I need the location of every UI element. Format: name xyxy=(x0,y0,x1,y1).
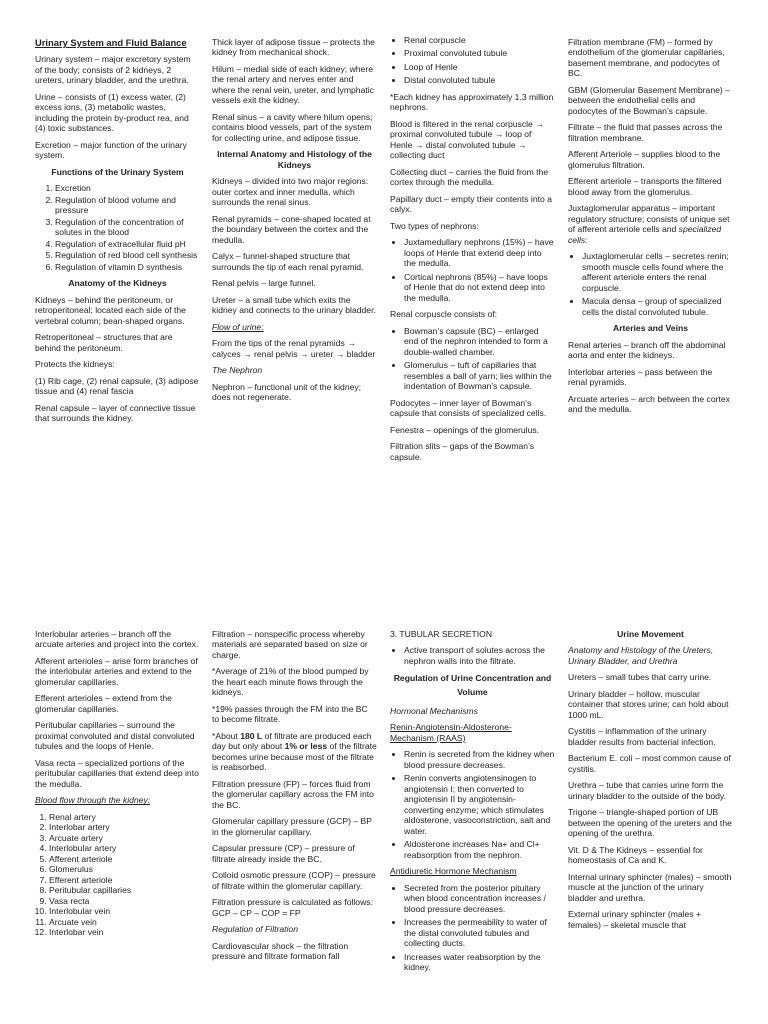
blood-flow-note: *Average of 21% of the blood pumped by the heart each minute flows through the kidneys. xyxy=(212,666,369,698)
urinary-system-definition: Urinary system – major excretory system of the body; consists of 2 kidneys, 2 ureters, urinary bladder, and the urethra. xyxy=(35,54,191,86)
column-2 xyxy=(212,37,377,409)
list-item: 6. Glomerulus xyxy=(49,864,200,874)
vitamin-d-note: Vit. D & The Kidneys – essential for homeostasis of Ca and K. xyxy=(568,844,703,866)
raas-heading: Renin-Angiotensin-Aldosterone-Mechanism (RAAS) xyxy=(390,722,512,743)
list-item: 2. Regulation of blood volume and pressure xyxy=(55,195,200,216)
gcp-definition: Glomerular capillary pressure (GCP) – BP in the glomerular capillary. xyxy=(212,816,372,837)
blood-flow-list xyxy=(35,812,200,938)
renal-sinus-definition: Renal sinus – a cavity where hilum opens; contains blood vessels, part of the system for collecting urine, and adipose tissue. xyxy=(212,111,373,143)
list-item: 4. Interlobular artery xyxy=(49,843,200,853)
list-item: • Aldosterone increases Na+ and Cl+ reabsorption from the nephron. xyxy=(404,839,555,860)
list-item: • Renal corpuscle xyxy=(404,35,555,45)
functions-heading: Functions of the Urinary System xyxy=(51,166,184,177)
vasa-recta-definition: Vasa recta – specialized portions of the peritubular capillaries that extend deep into the medulla. xyxy=(35,757,199,789)
renal-pyramids-definition: Renal pyramids – cone-shaped located at the boundary between the cortex and the medulla. xyxy=(212,213,371,245)
note-bold: 180 L xyxy=(240,730,263,741)
list-item: • Increases the permeability to water of the distal convoluted tubules and collecting ducts. xyxy=(404,917,555,948)
list-item: • Distal convoluted tubule xyxy=(404,75,555,85)
hormonal-mechanisms-heading: Hormonal Mechanisms xyxy=(390,705,478,716)
gbm-definition: GBM (Glomerular Basement Membrane) – between the endothelial cells and podocytes of the Bowman’s capsule. xyxy=(568,84,730,116)
anatomy-heading: Anatomy of the Kidneys xyxy=(68,278,167,289)
secretion-list xyxy=(390,645,555,666)
afferent-arteriole-definition: Afferent Arteriole – supplies blood to the glomerulus filtration. xyxy=(568,149,721,170)
blood-filter-path: Blood is filtered in the renal corpuscle → proximal convoluted tubule → loop of Henle → distal convoluted tubule → collecting duct xyxy=(390,118,544,161)
note-text: of filtrate are produced each day but only about xyxy=(212,730,372,752)
renal-arteries-definition: Renal arteries – branch off the abdominal aorta and enter the kidneys. xyxy=(568,339,726,361)
filtration-definition: Filtration – nonspecific process whereby materials are separated based on size or charge. xyxy=(212,629,368,660)
corpuscle-label: Renal corpuscle consists of: xyxy=(390,309,497,320)
renal-capsule-definition: Renal capsule – layer of connective tissue that surrounds the kidney. xyxy=(35,402,196,424)
column-5 xyxy=(35,629,200,938)
podocytes-definition: Podocytes – inner layer of Bowman’s capsule that consists of specialized cells. xyxy=(390,397,547,419)
arteries-veins-heading: Arteries and Veins xyxy=(613,323,688,334)
list-item: • Cortical nephrons (85%) – have loops of Henle that do not extend deep into the medulla. xyxy=(404,272,555,303)
column-6 xyxy=(212,629,377,968)
jga-cells-list xyxy=(568,251,733,317)
regulation-filtration-heading: Regulation of Filtration xyxy=(212,924,298,935)
ureter-definition: Ureter – a small tube which exits the kidney and connects to the urinary bladder. xyxy=(212,294,376,316)
ecoli-note: Bacterium E. coli – most common cause of cystitis. xyxy=(568,753,731,774)
note-bold: 1% or less xyxy=(284,741,328,752)
external-sphincter-definition: External urinary sphincter (males + females) – skeletal muscle that xyxy=(568,909,702,930)
flow-of-urine-heading: Flow of urine: xyxy=(212,321,264,332)
note-text: of the filtrate becomes urine because most of the filtrate is reabsorbed. xyxy=(212,741,377,773)
list-item: • Renin is secreted from the kidney when blood pressure decreases. xyxy=(404,749,555,770)
list-item: • Renin converts angiotensinogen to angiotensin I; then converted to angiotensin II by angiotensin-converting enzyme; which stimulates aldosterone, vasoconstriction, salt and water. xyxy=(404,773,555,836)
urine-movement-heading: Urine Movement xyxy=(617,629,684,639)
list-item: • Secreted from the posterior pituitary when blood concentration increases / blood pressure decreases. xyxy=(404,883,555,914)
filtration-slits-definition: Filtration slits – gaps of the Bowman’s capsule. xyxy=(390,441,535,462)
filtration-pressure-definition: Filtration pressure (FP) – forces fluid from the glomerular capillary across the FM into the BC. xyxy=(212,778,374,810)
corpuscle-list xyxy=(390,326,555,392)
column-3 xyxy=(390,35,555,468)
hilum-definition: Hilum – medial side of each kidney; where the renal artery and nerves enter and where the renal vein, ureter, and lymphatic vessels exit the kidney. xyxy=(212,63,374,106)
fp-formula: Filtration pressure is calculated as follows: GCP – CP – COP = FP xyxy=(212,897,373,918)
list-item: 9. Vasa recta xyxy=(49,896,200,906)
cp-definition: Capsular pressure (CP) – pressure of filtrate already inside the BC. xyxy=(212,843,355,864)
list-item: • Macula densa – group of specialized cells the distal convoluted tubule. xyxy=(582,296,733,317)
calyx-definition: Calyx – funnel-shaped structure that surrounds the tip of each renal pyramid. xyxy=(212,251,364,272)
excretion-definition: Excretion – major function of the urinary system. xyxy=(35,139,187,161)
nephron-heading: The Nephron xyxy=(212,365,263,376)
adipose-definition: Thick layer of adipose tissue – protects the kidney from mechanical shock. xyxy=(212,37,375,58)
retroperitoneal-definition: Retroperitoneal – structures that are behind the peritoneum. xyxy=(35,332,173,353)
kidney-regions-definition: Kidneys – divided into two major regions: outer cortex and inner medulla, which surrounds the renal sinus. xyxy=(212,176,369,208)
functions-list xyxy=(35,183,200,272)
kidneys-definition: Kidneys – behind the peritoneum, or retroperitoneal; located each side of the vertebral column; bean-shaped organs. xyxy=(35,294,186,326)
efferent-arteriole-definition: Efferent arteriole – transports the filtered blood away from the glomerulus. xyxy=(568,176,722,197)
cop-definition: Colloid osmotic pressure (COP) – pressure of filtrate within the glomerular capillary. xyxy=(212,870,376,891)
list-item: 5. Regulation of red blood cell synthesis xyxy=(55,250,200,260)
column-7 xyxy=(390,629,555,979)
internal-sphincter-definition: Internal urinary sphincter (males) – smooth muscle at the junction of the urinary bladder and urethra. xyxy=(568,871,732,903)
collecting-duct-definition: Collecting duct – carries the fluid from the cortex through the medulla. xyxy=(390,166,549,188)
efferent-arterioles-definition: Efferent arterioles – extend from the glomerular capillaries. xyxy=(35,693,172,714)
list-item: 8. Peritubular capillaries xyxy=(49,885,200,895)
ureters-definition: Ureters – small tubes that carry urine. xyxy=(568,672,712,683)
list-item: 1. Excretion xyxy=(55,183,200,193)
adh-list xyxy=(390,883,555,973)
list-item: • Active transport of solutes across the nephron walls into the filtrate. xyxy=(404,645,555,666)
tubular-secretion-heading: 3. TUBULAR SECRETION xyxy=(390,629,493,639)
nephron-types-label: Two types of nephrons: xyxy=(390,220,479,231)
list-item: 3. Arcuate artery xyxy=(49,833,200,843)
filtrate-volume-note xyxy=(212,731,377,773)
flow-of-urine-text: From the tips of the renal pyramids → calyces → renal pelvis → ureter → bladder xyxy=(212,338,376,359)
note-text: *About xyxy=(212,730,241,741)
list-item: • Bowman’s capsule (BC) – enlarged end of the nephron intended to form a double-walled chamber. xyxy=(404,326,555,357)
list-item: 11. Arcuate vein xyxy=(49,917,200,927)
arcuate-arteries-definition: Arcuate arteries – arch between the cortex and the medulla. xyxy=(568,393,730,415)
trigone-definition: Trigone – triangle-shaped portion of UB between the opening of the ureters and the opening of the urethra. xyxy=(568,807,732,839)
list-item: 5. Afferent arteriole xyxy=(49,854,200,864)
raas-list xyxy=(390,749,555,860)
internal-anatomy-heading: Internal Anatomy and Histology of the Kidneys xyxy=(217,149,372,170)
nephron-definition: Nephron – functional unit of the kidney; does not regenerate. xyxy=(212,381,362,403)
list-item: • Juxtaglomerular cells – secretes renin; smooth muscle cells found where the afferent arteriole enters the renal corpuscle. xyxy=(582,251,733,293)
filtrate-percent-note: *19% passes through the FM into the BC to become filtrate. xyxy=(212,703,368,725)
renal-pelvis-definition: Renal pelvis – large funnel. xyxy=(212,278,316,289)
fenestra-definition: Fenestra – openings of the glomerulus. xyxy=(390,424,540,435)
blood-flow-heading: Blood flow through the kidney: xyxy=(35,795,151,806)
papillary-duct-definition: Papillary duct – empty their contents into a calyx. xyxy=(390,193,552,215)
urinary-bladder-definition: Urinary bladder – hollow, muscular container that stores urine; can hold about 1000 mL. xyxy=(568,688,729,720)
ureters-anatomy-heading: Anatomy and Histology of the Ureters, Urinary Bladder, and Urethra xyxy=(568,645,714,666)
list-item: • Loop of Henle xyxy=(404,62,555,72)
document-title: Urinary System and Fluid Balance xyxy=(35,37,187,48)
peritubular-capillaries-definition: Peritubular capillaries – surround the proximal convoluted and distal convoluted tubules and the loops of Henle. xyxy=(35,720,195,752)
filtration-membrane-definition: Filtration membrane (FM) – formed by endothelium of the glomerular capillaries, basement membrane, and podocytes of BC. xyxy=(568,37,725,79)
urethra-definition: Urethra – tube that carries urine form the urinary bladder to the outside of the body. xyxy=(568,780,726,801)
column-4 xyxy=(568,37,733,421)
list-item: 12. Interlobar vein xyxy=(49,927,200,937)
nephron-parts-list xyxy=(390,35,555,86)
cardiovascular-shock-text: Cardiovascular shock – the filtration pressure and filtrate formation fall xyxy=(212,940,349,962)
interlobar-arteries-definition: Interlobar arteries – pass between the renal pyramids. xyxy=(568,366,713,388)
list-item: 10. Interlobular vein xyxy=(49,906,200,916)
interlobular-arteries-definition: Interlobular arteries – branch off the arcuate arteries and project into the cortex. xyxy=(35,629,199,650)
protects-kidneys-label: Protects the kidneys: xyxy=(35,359,115,370)
list-item: • Proximal convoluted tubule xyxy=(404,48,555,58)
cystitis-definition: Cystitis – inflammation of the urinary bladder results from bacterial infection. xyxy=(568,726,716,747)
list-item: • Juxtamedullary nephrons (15%) – have loops of Henle that extend deep into the medulla. xyxy=(404,237,555,268)
regulation-urine-heading: Regulation of Urine Concentration and Volume xyxy=(393,673,552,698)
juxtaglomerular-apparatus-definition xyxy=(568,203,733,245)
list-item: 4. Regulation of extracellular fluid pH xyxy=(55,239,200,249)
jga-italic: specialized cells: xyxy=(568,224,722,245)
urine-definition: Urine – consists of (1) excess water, (2) excess ions, (3) metabolic wastes, including the protein by-product rea, and (4) toxic substances. xyxy=(35,91,189,134)
column-1 xyxy=(35,37,200,430)
list-item: 1. Renal artery xyxy=(49,812,200,822)
filtrate-definition: Filtrate – the fluid that passes across the filtration membrane. xyxy=(568,122,723,143)
list-item: 6. Regulation of vitamin D synthesis xyxy=(55,262,200,272)
list-item: 2. Interlobar artery xyxy=(49,822,200,832)
afferent-arterioles-definition: Afferent arterioles – arise form branches of the interlobular arteries and extend to the glomerular capillaries. xyxy=(35,655,198,687)
list-item: • Increases water reabsorption by the kidney. xyxy=(404,952,555,973)
list-item: • Glomerulus – tuft of capillaries that resembles a ball of yarn; lies within the indentation of Bowman’s capsule. xyxy=(404,360,555,391)
column-8 xyxy=(568,629,733,936)
list-item: 3. Regulation of the concentration of solutes in the blood xyxy=(55,217,200,238)
nephron-count-note: *Each kidney has approximately 1.3 million nephrons. xyxy=(390,91,554,113)
list-item: 7. Efferent arteriole xyxy=(49,875,200,885)
protection-items: (1) Rib cage, (2) renal capsule, (3) adipose tissue and (4) renal fascia xyxy=(35,375,199,397)
nephron-types-list xyxy=(390,237,555,303)
jga-text: Juxtaglomerular apparatus – important regulatory structure; consists of unique set of afferent arteriole cells and xyxy=(568,203,730,235)
adh-heading: Antidiuretic Hormone Mechanism xyxy=(390,866,517,877)
